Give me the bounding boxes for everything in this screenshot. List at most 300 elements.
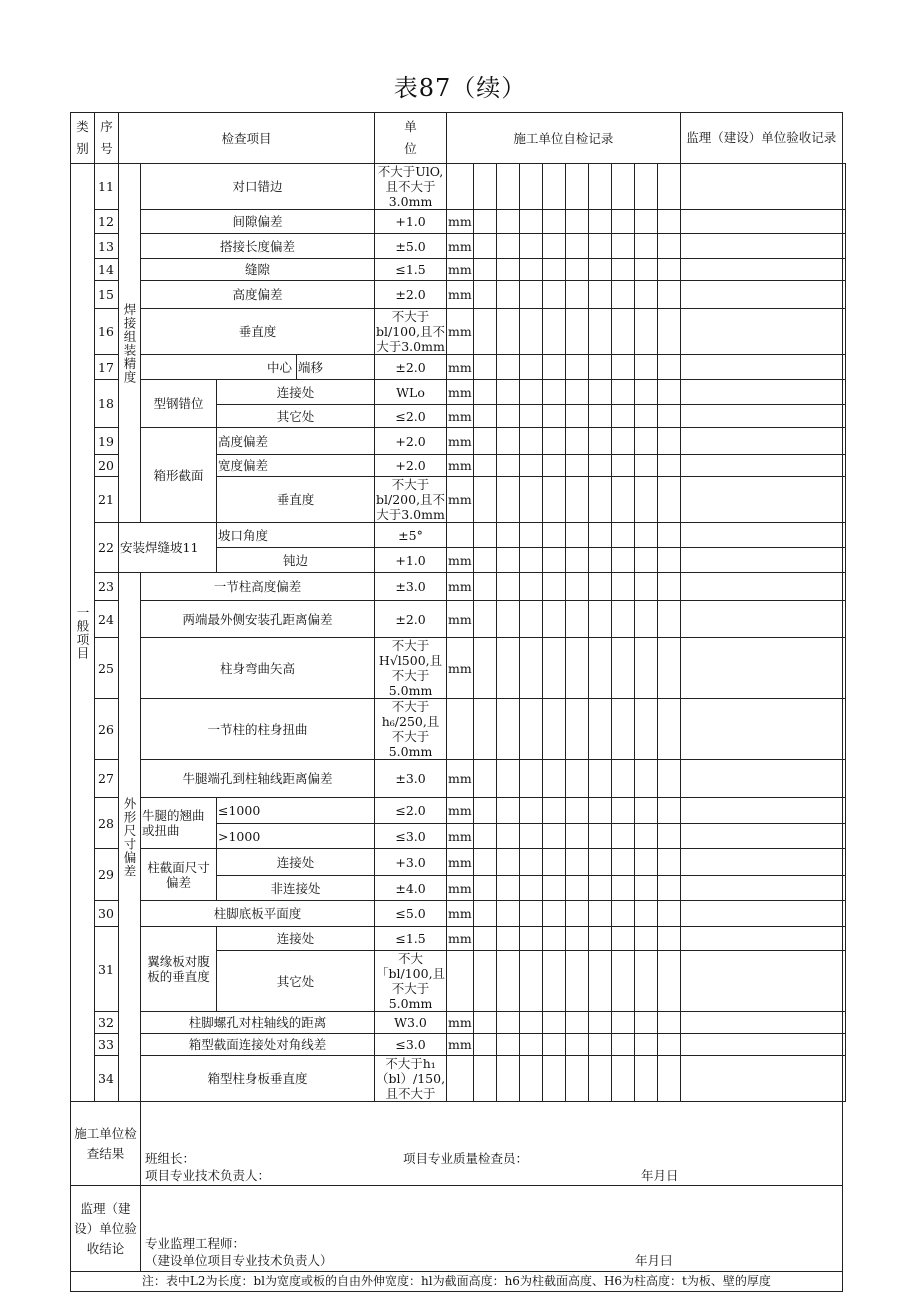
self-check-cell[interactable] [496,309,519,355]
self-check-cell[interactable] [657,455,680,477]
self-check-cell[interactable] [634,699,657,760]
self-check-cell[interactable] [519,281,542,309]
self-check-cell[interactable] [634,1056,657,1102]
self-check-cell[interactable] [565,699,588,760]
supervision-cell[interactable] [842,573,845,601]
self-check-cell[interactable] [542,601,565,638]
self-check-cell[interactable] [680,380,842,405]
self-check-cell[interactable] [565,477,588,523]
self-check-cell[interactable] [473,380,496,405]
self-check-cell[interactable] [565,1056,588,1102]
self-check-cell[interactable] [588,548,611,573]
self-check-cell[interactable] [542,573,565,601]
self-check-cell[interactable] [496,876,519,901]
self-check-cell[interactable] [496,1012,519,1034]
self-check-cell[interactable] [519,638,542,699]
self-check-cell[interactable] [496,573,519,601]
self-check-cell[interactable] [588,798,611,824]
self-check-cell[interactable] [634,951,657,1012]
self-check-cell[interactable] [634,210,657,234]
self-check-cell[interactable] [496,455,519,477]
self-check-cell[interactable] [634,281,657,309]
supervision-cell[interactable] [842,951,845,1012]
self-check-cell[interactable] [657,1056,680,1102]
self-check-cell[interactable] [519,548,542,573]
self-check-cell[interactable] [634,849,657,876]
self-check-cell[interactable] [473,951,496,1012]
self-check-cell[interactable] [542,1012,565,1034]
self-check-cell[interactable] [496,234,519,259]
self-check-cell[interactable] [473,760,496,798]
self-check-cell[interactable] [611,548,634,573]
self-check-cell[interactable] [680,164,842,210]
self-check-cell[interactable] [473,573,496,601]
supervision-cell[interactable] [842,1012,845,1034]
self-check-cell[interactable] [634,309,657,355]
self-check-cell[interactable] [611,638,634,699]
supervision-cell[interactable] [842,309,845,355]
self-check-cell[interactable] [565,760,588,798]
self-check-cell[interactable] [611,428,634,455]
self-check-cell[interactable] [542,234,565,259]
self-check-cell[interactable] [496,798,519,824]
self-check-cell[interactable] [565,355,588,380]
self-check-cell[interactable] [473,234,496,259]
self-check-cell[interactable] [611,1012,634,1034]
supervision-cell[interactable] [842,281,845,309]
self-check-cell[interactable] [611,951,634,1012]
self-check-cell[interactable] [565,849,588,876]
self-check-cell[interactable] [473,455,496,477]
self-check-cell[interactable] [542,951,565,1012]
self-check-cell[interactable] [680,760,842,798]
self-check-cell[interactable] [496,699,519,760]
self-check-cell[interactable] [473,164,496,210]
self-check-cell[interactable] [634,601,657,638]
self-check-cell[interactable] [519,380,542,405]
self-check-cell[interactable] [519,849,542,876]
self-check-cell[interactable] [542,477,565,523]
self-check-cell[interactable] [473,824,496,849]
self-check-cell[interactable] [519,477,542,523]
self-check-cell[interactable] [657,699,680,760]
self-check-cell[interactable] [680,355,842,380]
self-check-cell[interactable] [565,281,588,309]
self-check-cell[interactable] [680,951,842,1012]
self-check-cell[interactable] [565,876,588,901]
self-check-cell[interactable] [611,573,634,601]
self-check-cell[interactable] [680,638,842,699]
self-check-cell[interactable] [611,901,634,927]
self-check-cell[interactable] [519,355,542,380]
self-check-cell[interactable] [496,601,519,638]
self-check-cell[interactable] [634,234,657,259]
self-check-cell[interactable] [496,259,519,281]
self-check-cell[interactable] [680,901,842,927]
self-check-cell[interactable] [565,428,588,455]
self-check-cell[interactable] [473,523,496,548]
self-check-cell[interactable] [496,849,519,876]
self-check-cell[interactable] [634,1012,657,1034]
self-check-cell[interactable] [680,601,842,638]
supervision-cell[interactable] [842,760,845,798]
self-check-cell[interactable] [542,405,565,428]
self-check-cell[interactable] [473,210,496,234]
self-check-cell[interactable] [680,927,842,951]
self-check-cell[interactable] [565,798,588,824]
supervision-cell[interactable] [842,523,845,548]
self-check-cell[interactable] [565,380,588,405]
self-check-cell[interactable] [542,164,565,210]
self-check-cell[interactable] [634,1034,657,1056]
self-check-cell[interactable] [519,901,542,927]
supervision-cell[interactable] [842,876,845,901]
self-check-cell[interactable] [611,405,634,428]
self-check-cell[interactable] [680,281,842,309]
supervision-cell[interactable] [842,824,845,849]
self-check-cell[interactable] [496,428,519,455]
self-check-cell[interactable] [565,259,588,281]
self-check-cell[interactable] [611,699,634,760]
self-check-cell[interactable] [519,876,542,901]
self-check-cell[interactable] [473,699,496,760]
self-check-cell[interactable] [680,523,842,548]
self-check-cell[interactable] [565,901,588,927]
self-check-cell[interactable] [634,573,657,601]
self-check-cell[interactable] [588,849,611,876]
self-check-cell[interactable] [519,760,542,798]
self-check-cell[interactable] [565,573,588,601]
supervision-cell[interactable] [842,455,845,477]
self-check-cell[interactable] [634,428,657,455]
self-check-cell[interactable] [542,824,565,849]
self-check-cell[interactable] [496,1034,519,1056]
self-check-cell[interactable] [611,380,634,405]
self-check-cell[interactable] [588,355,611,380]
self-check-cell[interactable] [496,951,519,1012]
self-check-cell[interactable] [680,573,842,601]
self-check-cell[interactable] [588,523,611,548]
self-check-cell[interactable] [657,1034,680,1056]
self-check-cell[interactable] [542,798,565,824]
self-check-cell[interactable] [473,405,496,428]
self-check-cell[interactable] [657,355,680,380]
self-check-cell[interactable] [680,405,842,428]
self-check-cell[interactable] [611,876,634,901]
supervision-cell[interactable] [842,798,845,824]
self-check-cell[interactable] [634,798,657,824]
self-check-cell[interactable] [565,548,588,573]
self-check-cell[interactable] [542,259,565,281]
self-check-cell[interactable] [588,428,611,455]
self-check-cell[interactable] [542,548,565,573]
self-check-cell[interactable] [680,699,842,760]
self-check-cell[interactable] [657,428,680,455]
self-check-cell[interactable] [588,951,611,1012]
self-check-cell[interactable] [565,405,588,428]
self-check-cell[interactable] [634,405,657,428]
self-check-cell[interactable] [519,428,542,455]
self-check-cell[interactable] [634,477,657,523]
self-check-cell[interactable] [657,1012,680,1034]
self-check-cell[interactable] [611,210,634,234]
self-check-cell[interactable] [542,849,565,876]
self-check-cell[interactable] [680,1034,842,1056]
self-check-cell[interactable] [519,927,542,951]
self-check-cell[interactable] [519,1034,542,1056]
self-check-cell[interactable] [588,824,611,849]
self-check-cell[interactable] [565,601,588,638]
self-check-cell[interactable] [473,1012,496,1034]
self-check-cell[interactable] [542,309,565,355]
self-check-cell[interactable] [588,259,611,281]
self-check-cell[interactable] [542,355,565,380]
supervision-cell[interactable] [842,259,845,281]
self-check-cell[interactable] [634,455,657,477]
self-check-cell[interactable] [473,355,496,380]
self-check-cell[interactable] [588,1012,611,1034]
self-check-cell[interactable] [473,876,496,901]
self-check-cell[interactable] [588,601,611,638]
self-check-cell[interactable] [542,523,565,548]
self-check-cell[interactable] [542,876,565,901]
self-check-cell[interactable] [657,638,680,699]
self-check-cell[interactable] [519,1056,542,1102]
self-check-cell[interactable] [565,1012,588,1034]
self-check-cell[interactable] [657,164,680,210]
self-check-cell[interactable] [542,1034,565,1056]
supervision-cell[interactable] [842,477,845,523]
self-check-cell[interactable] [473,601,496,638]
supervision-cell[interactable] [842,405,845,428]
self-check-cell[interactable] [680,824,842,849]
self-check-cell[interactable] [634,760,657,798]
self-check-cell[interactable] [565,638,588,699]
self-check-cell[interactable] [473,281,496,309]
self-check-cell[interactable] [611,1056,634,1102]
self-check-cell[interactable] [611,824,634,849]
self-check-cell[interactable] [634,638,657,699]
self-check-cell[interactable] [473,548,496,573]
self-check-cell[interactable] [542,638,565,699]
self-check-cell[interactable] [519,523,542,548]
self-check-cell[interactable] [496,405,519,428]
self-check-cell[interactable] [496,380,519,405]
self-check-cell[interactable] [496,1056,519,1102]
self-check-cell[interactable] [611,309,634,355]
self-check-cell[interactable] [565,1034,588,1056]
self-check-cell[interactable] [657,210,680,234]
self-check-cell[interactable] [680,1012,842,1034]
self-check-cell[interactable] [496,824,519,849]
self-check-cell[interactable] [473,428,496,455]
self-check-cell[interactable] [657,601,680,638]
supervision-cell[interactable] [842,234,845,259]
self-check-cell[interactable] [542,901,565,927]
self-check-cell[interactable] [611,601,634,638]
self-check-cell[interactable] [680,455,842,477]
self-check-cell[interactable] [588,901,611,927]
self-check-cell[interactable] [680,849,842,876]
self-check-cell[interactable] [565,824,588,849]
supervision-cell[interactable] [842,380,845,405]
self-check-cell[interactable] [680,1056,842,1102]
self-check-cell[interactable] [473,849,496,876]
self-check-cell[interactable] [519,699,542,760]
self-check-cell[interactable] [565,210,588,234]
self-check-cell[interactable] [634,523,657,548]
self-check-cell[interactable] [611,455,634,477]
self-check-cell[interactable] [496,760,519,798]
self-check-cell[interactable] [542,281,565,309]
self-check-cell[interactable] [542,699,565,760]
self-check-cell[interactable] [657,798,680,824]
self-check-cell[interactable] [588,234,611,259]
self-check-cell[interactable] [519,259,542,281]
self-check-cell[interactable] [473,901,496,927]
self-check-cell[interactable] [634,380,657,405]
self-check-cell[interactable] [611,355,634,380]
self-check-cell[interactable] [657,824,680,849]
self-check-cell[interactable] [519,164,542,210]
self-check-cell[interactable] [588,210,611,234]
self-check-cell[interactable] [588,405,611,428]
self-check-cell[interactable] [519,798,542,824]
self-check-cell[interactable] [588,699,611,760]
self-check-cell[interactable] [519,824,542,849]
self-check-cell[interactable] [588,760,611,798]
self-check-cell[interactable] [496,164,519,210]
self-check-cell[interactable] [473,798,496,824]
self-check-cell[interactable] [473,477,496,523]
self-check-cell[interactable] [657,951,680,1012]
self-check-cell[interactable] [519,234,542,259]
self-check-cell[interactable] [588,573,611,601]
self-check-cell[interactable] [611,798,634,824]
self-check-cell[interactable] [588,164,611,210]
self-check-cell[interactable] [680,798,842,824]
self-check-cell[interactable] [657,234,680,259]
self-check-cell[interactable] [680,876,842,901]
self-check-cell[interactable] [634,548,657,573]
self-check-cell[interactable] [588,380,611,405]
self-check-cell[interactable] [657,405,680,428]
self-check-cell[interactable] [519,951,542,1012]
self-check-cell[interactable] [496,901,519,927]
self-check-cell[interactable] [565,927,588,951]
self-check-cell[interactable] [565,164,588,210]
self-check-cell[interactable] [657,309,680,355]
self-check-cell[interactable] [519,455,542,477]
self-check-cell[interactable] [634,259,657,281]
supervision-cell[interactable] [842,210,845,234]
self-check-cell[interactable] [496,210,519,234]
self-check-cell[interactable] [542,927,565,951]
self-check-cell[interactable] [542,210,565,234]
self-check-cell[interactable] [611,234,634,259]
supervision-cell[interactable] [842,355,845,380]
self-check-cell[interactable] [519,309,542,355]
self-check-cell[interactable] [657,281,680,309]
self-check-cell[interactable] [634,901,657,927]
self-check-cell[interactable] [680,548,842,573]
self-check-cell[interactable] [657,548,680,573]
self-check-cell[interactable] [611,760,634,798]
self-check-cell[interactable] [473,1034,496,1056]
self-check-cell[interactable] [473,259,496,281]
self-check-cell[interactable] [565,309,588,355]
self-check-cell[interactable] [519,1012,542,1034]
self-check-cell[interactable] [657,573,680,601]
self-check-cell[interactable] [588,876,611,901]
self-check-cell[interactable] [496,927,519,951]
self-check-cell[interactable] [680,428,842,455]
self-check-cell[interactable] [542,455,565,477]
self-check-cell[interactable] [588,455,611,477]
self-check-cell[interactable] [519,210,542,234]
supervision-cell[interactable] [842,638,845,699]
self-check-cell[interactable] [680,259,842,281]
self-check-cell[interactable] [565,523,588,548]
self-check-cell[interactable] [611,523,634,548]
self-check-cell[interactable] [473,638,496,699]
self-check-cell[interactable] [519,405,542,428]
self-check-cell[interactable] [611,164,634,210]
self-check-cell[interactable] [611,849,634,876]
self-check-cell[interactable] [496,548,519,573]
self-check-cell[interactable] [588,1056,611,1102]
self-check-cell[interactable] [473,927,496,951]
self-check-cell[interactable] [680,210,842,234]
self-check-cell[interactable] [657,876,680,901]
self-check-cell[interactable] [680,309,842,355]
self-check-cell[interactable] [611,477,634,523]
self-check-cell[interactable] [496,355,519,380]
self-check-cell[interactable] [565,951,588,1012]
self-check-cell[interactable] [542,1056,565,1102]
self-check-cell[interactable] [611,927,634,951]
supervision-cell[interactable] [842,548,845,573]
self-check-cell[interactable] [565,234,588,259]
supervision-cell[interactable] [842,1034,845,1056]
supervision-cell[interactable] [842,164,845,210]
self-check-cell[interactable] [611,259,634,281]
self-check-cell[interactable] [588,1034,611,1056]
self-check-cell[interactable] [542,428,565,455]
self-check-cell[interactable] [473,309,496,355]
self-check-cell[interactable] [496,477,519,523]
supervision-cell[interactable] [842,699,845,760]
self-check-cell[interactable] [634,164,657,210]
self-check-cell[interactable] [657,760,680,798]
self-check-cell[interactable] [519,601,542,638]
self-check-cell[interactable] [680,477,842,523]
self-check-cell[interactable] [496,638,519,699]
self-check-cell[interactable] [519,573,542,601]
self-check-cell[interactable] [657,927,680,951]
self-check-cell[interactable] [496,523,519,548]
self-check-cell[interactable] [588,927,611,951]
self-check-cell[interactable] [657,477,680,523]
supervision-cell[interactable] [842,601,845,638]
supervision-cell[interactable] [842,428,845,455]
self-check-cell[interactable] [634,927,657,951]
self-check-cell[interactable] [611,1034,634,1056]
self-check-cell[interactable] [657,901,680,927]
self-check-cell[interactable] [657,380,680,405]
self-check-cell[interactable] [680,234,842,259]
supervision-cell[interactable] [842,901,845,927]
